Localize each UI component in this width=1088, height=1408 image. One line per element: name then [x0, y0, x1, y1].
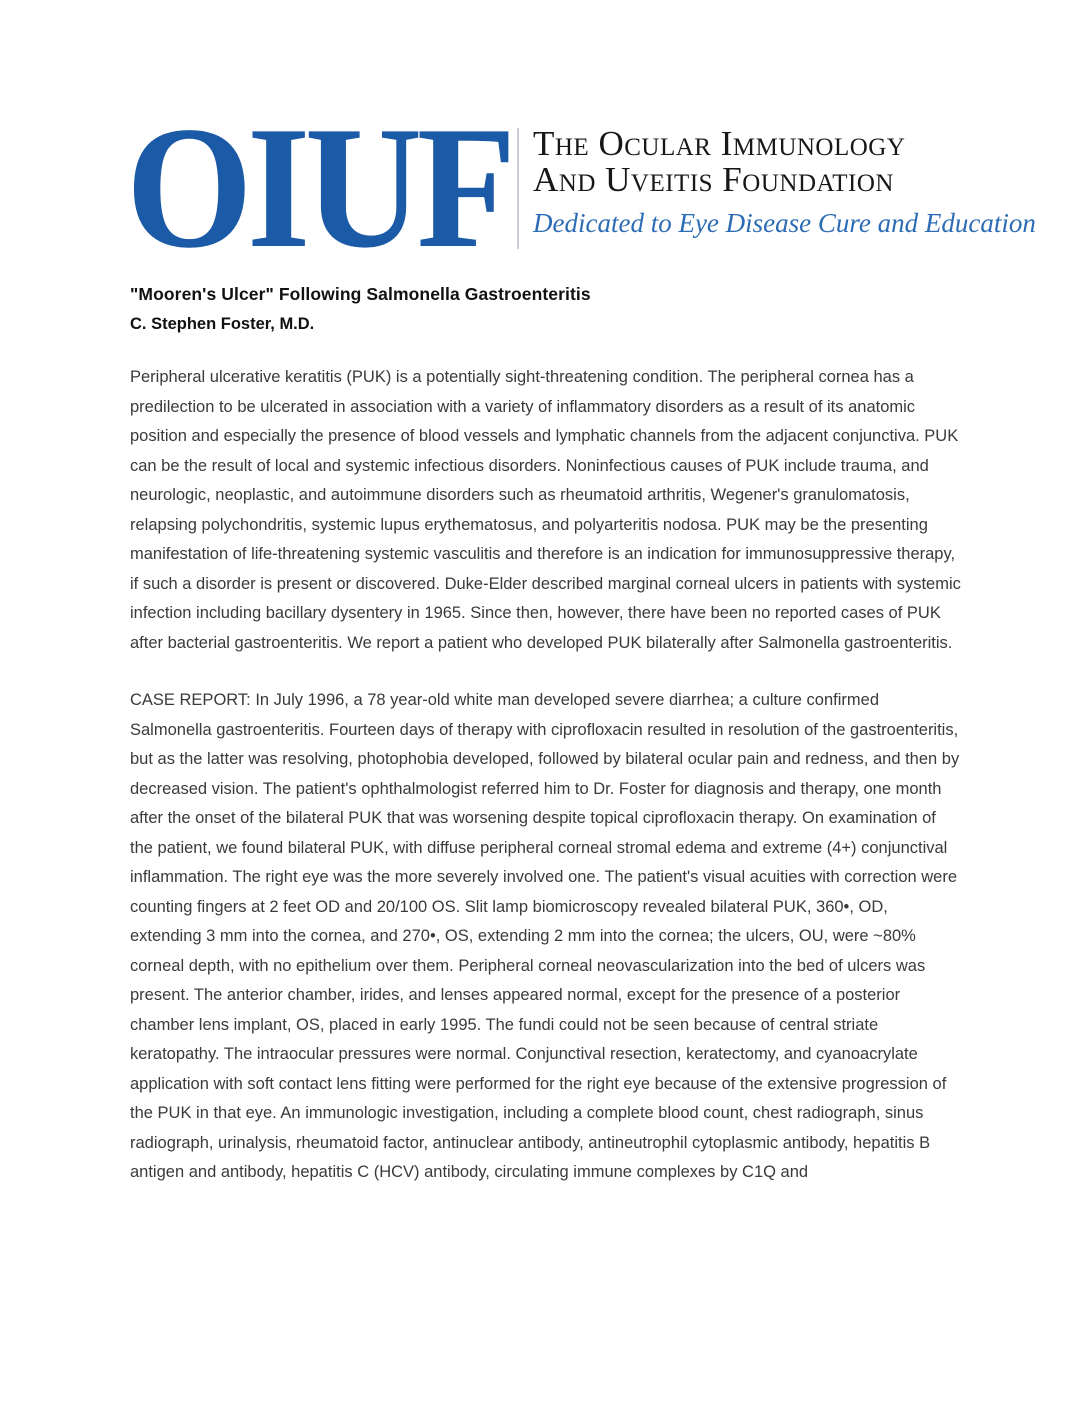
logo-divider	[517, 128, 519, 249]
article-body	[130, 363, 962, 1188]
foundation-name-line-2: And Uveitis Foundation	[533, 160, 894, 199]
paragraph-case-report: CASE REPORT: In July 1996, a 78 year-old white man developed severe diarrhea; a culture confirmed Salmonella gastroenteritis. Fourteen days of therapy with ciprofloxacin resulted in resolution of the gastroenteritis, but as the latter was resolving, photophobia developed, followed by bilateral ocular pain and redness, and then by decreased vision. The patient's ophthalmologist referred him to Dr. Foster for diagnosis and therapy, one month after the onset of the bilateral PUK that was worsening despite topical ciprofloxacin therapy. On examination of the patient, we found bilateral PUK, with diffuse peripheral corneal stromal edema and extreme (4+) conjunctival inflammation. The right eye was the more severely involved one. The patient's visual acuities with correction were counting fingers at 2 feet OD and 20/100 OS. Slit lamp biomicroscopy revealed bilateral PUK, 360•, OD, extending 3 mm into the cornea, and 270•, OS, extending 2 mm into the cornea; the ulcers, OU, were ~80% corneal depth, with no epithelium over them. Peripheral corneal neovascularization into the bed of ulcers was present. The anterior chamber, irides, and lenses appeared normal, except for the presence of a posterior chamber lens implant, OS, placed in early 1995. The fundi could not be seen because of central striate keratopathy. The intraocular pressures were normal. Conjunctival resection, keratectomy, and cyanoacrylate application with soft contact lens fitting were performed for the right eye because of the extensive progression of the PUK in that eye. An immunologic investigation, including a complete blood count, chest radiograph, sinus radiograph, urinalysis, rheumatoid factor, antinuclear antibody, antineutrophil cytoplasmic antibody, hepatitis B antigen and antibody, hepatitis C (HCV) antibody, circulating immune complexes by C1Q and	[130, 691, 960, 1181]
article-author: C. Stephen Foster, M.D.	[130, 315, 315, 333]
oiuf-logo-acronym: OIUF	[126, 90, 511, 284]
foundation-tagline: Dedicated to Eye Disease Cure and Education	[533, 208, 1036, 238]
foundation-name-line-1: The Ocular Immunology	[533, 124, 906, 163]
article-title: "Mooren's Ulcer" Following Salmonella Gastroenteritis	[130, 283, 591, 304]
logo-text-block	[533, 124, 1036, 239]
paragraph-introduction: Peripheral ulcerative keratitis (PUK) is a potentially sight-threatening condition. The peripheral cornea has a predilection to be ulcerated in association with a variety of inflammatory disorders as a result of its anatomic position and especially the presence of blood vessels and lymphatic channels from the adjacent conjunctiva. PUK can be the result of local and systemic infectious disorders. Noninfectious causes of PUK include trauma, and neurologic, neoplastic, and autoimmune disorders such as rheumatoid arthritis, Wegener's granulomatosis, relapsing polychondritis, systemic lupus erythematosus, and polyarteritis nodosa. PUK may be the presenting manifestation of life-threatening systemic vasculitis and therefore is an indication for immunosuppressive therapy, if such a disorder is present or discovered. Duke-Elder described marginal corneal ulcers in patients with systemic infection including bacillary dysentery in 1965. Since then, however, there have been no reported cases of PUK after bacterial gastroenteritis. We report a patient who developed PUK bilaterally after Salmonella gastroenteritis.	[130, 368, 961, 652]
